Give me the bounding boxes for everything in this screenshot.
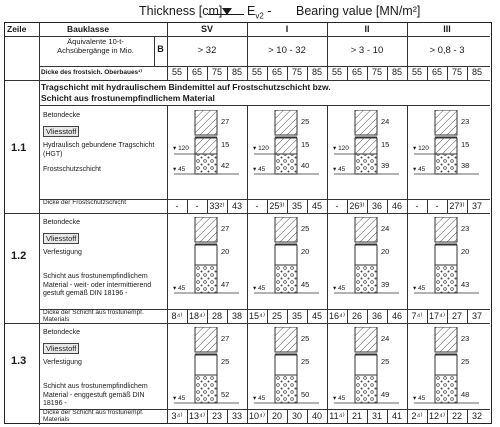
layer-thickness-value: 35 <box>291 201 302 211</box>
value-cell-divider <box>207 199 208 213</box>
value-cell-divider <box>427 409 428 423</box>
axle-value-i: > 10 - 32 <box>268 45 306 56</box>
layer-thickness-value: 31 <box>371 411 382 421</box>
ev2-top-value: ▾ 120 <box>173 145 189 152</box>
bauklasse-iii: III <box>443 24 451 34</box>
thickness-value: 85 <box>311 67 322 77</box>
value-cell-divider <box>287 199 288 213</box>
layer-thickness-bot: 39 <box>381 161 390 170</box>
layer-thickness-mid: 25 <box>221 357 230 366</box>
layer-thickness-value: 25 <box>271 311 282 321</box>
layer-thickness-value: 26³⁾ <box>349 201 365 211</box>
col-divider-3 <box>407 23 408 80</box>
layer-thickness-value: - <box>335 201 339 211</box>
layer-thickness-value: 20 <box>271 411 282 421</box>
thickness-cell-divider <box>347 66 348 80</box>
layer-diagram <box>408 110 486 201</box>
value-cell-divider <box>307 199 308 213</box>
value-cell-divider <box>267 199 268 213</box>
layer-thickness-value: 18⁴⁾ <box>188 311 206 321</box>
layer-thickness-bot: 39 <box>381 280 390 289</box>
thickness-label: Dicke des frostsich. Oberbaues¹⁾ <box>41 69 142 76</box>
col-divider <box>327 106 328 213</box>
layer-thickness-value: 21 <box>351 411 362 421</box>
legend-header <box>0 2 500 22</box>
thickness-cell-divider <box>427 66 428 80</box>
layer-thickness-value: 37 <box>471 311 482 321</box>
thickness-value: 75 <box>291 67 302 77</box>
thickness-cell-divider <box>207 66 208 80</box>
value-cell-divider <box>367 199 368 213</box>
layer-thickness-value: 27³⁾ <box>449 201 465 211</box>
value-cell-divider <box>467 409 468 423</box>
thickness-cell-divider <box>467 66 468 80</box>
layer-thickness-value: 17⁴⁾ <box>428 311 446 321</box>
section-divider <box>39 105 490 106</box>
layer-thickness-mid: 25 <box>461 357 470 366</box>
ev2-bottom-value: ▾ 45 <box>413 395 426 402</box>
value-cell-divider <box>427 309 428 323</box>
layer-thickness-value: 45 <box>311 201 322 211</box>
col-divider <box>167 106 168 213</box>
value-cell-divider <box>347 409 348 423</box>
ev2-bottom-value: ▾ 45 <box>413 166 426 173</box>
ev2-bottom-value: ▾ 45 <box>253 166 266 173</box>
layer-thickness-bot: 49 <box>381 390 390 399</box>
layer-thickness-top: 25 <box>301 334 310 343</box>
layer-thickness-value: 40 <box>311 411 322 421</box>
ev2-bottom-value: ▾ 45 <box>173 395 186 402</box>
layer-thickness-value: 13⁴⁾ <box>188 411 206 421</box>
layer-thickness-bot: 48 <box>461 390 470 399</box>
layer-thickness-top: 27 <box>221 334 230 343</box>
value-cell-divider <box>387 409 388 423</box>
layer-thickness-top: 24 <box>381 224 390 233</box>
layer-thickness-value: 45 <box>311 311 322 321</box>
value-cell-divider <box>347 309 348 323</box>
layer-thickness-value: 3⁴⁾ <box>171 411 183 421</box>
layer-thickness-top: 27 <box>221 224 230 233</box>
col-divider <box>407 106 408 213</box>
layer-diagram <box>248 217 326 311</box>
axle-value-iii: > 0,8 - 3 <box>429 45 465 56</box>
layer-thickness-value: 23 <box>211 411 222 421</box>
axle-label: Äquivalente 10-t-Achsübergänge in Mio. <box>57 37 134 55</box>
section-title-line2: Schicht aus frostunempfindlichem Material <box>41 93 215 103</box>
layer-label: Schicht aus frostunempfindlichem Material - weit- oder intermittierend gestuft gemäß DIN 18196 - <box>43 273 152 297</box>
layer-thickness-value: - <box>435 201 439 211</box>
bottom-label: Dicke der Schicht aus frostunempf. Materials <box>43 409 144 423</box>
layer-thickness-mid: 20 <box>461 247 470 256</box>
value-cell-divider <box>287 409 288 423</box>
layer-thickness-bot: 52 <box>221 390 230 399</box>
layer-label: Frostschutzschicht <box>43 166 101 173</box>
row-number: 1.1 <box>11 141 27 154</box>
layer-thickness-value: 25³⁾ <box>269 201 285 211</box>
layer-diagram <box>408 217 486 311</box>
layer-thickness-value: - <box>255 201 259 211</box>
value-cell-divider <box>187 409 188 423</box>
value-cell-divider <box>347 199 348 213</box>
layer-thickness-value: 12⁴⁾ <box>428 411 446 421</box>
thickness-value: 75 <box>371 67 382 77</box>
col-divider <box>167 323 168 423</box>
value-cell-divider <box>227 199 228 213</box>
row-number: 1.3 <box>11 355 27 367</box>
thickness-cell-divider <box>187 66 188 80</box>
layer-thickness-mid: 20 <box>381 247 390 256</box>
layer-label: Betondecke <box>43 112 80 119</box>
layer-diagram <box>328 110 406 201</box>
layer-thickness-value: - <box>175 201 179 211</box>
col-divider <box>167 213 168 323</box>
layer-thickness-top: 24 <box>381 117 390 126</box>
layer-thickness-bot: 43 <box>461 280 470 289</box>
thickness-cell-divider <box>307 66 308 80</box>
layer-thickness-value: 38 <box>231 311 242 321</box>
layer-diagram <box>248 110 326 201</box>
header-bottom-line <box>5 80 490 81</box>
value-cell-divider <box>267 309 268 323</box>
layer-thickness-top: 23 <box>461 224 470 233</box>
layer-thickness-value: 36 <box>371 201 382 211</box>
layer-thickness-top: 24 <box>381 334 390 343</box>
value-cell-divider <box>447 309 448 323</box>
layer-thickness-value: 11⁴⁾ <box>329 411 345 421</box>
vliesstoff-box: Vliesstoff <box>43 233 79 244</box>
thickness-value: 55 <box>171 67 182 77</box>
layer-thickness-value: 36 <box>371 311 382 321</box>
layer-thickness-bot: 45 <box>301 280 310 289</box>
ev2-top-value: ▾ 120 <box>253 145 269 152</box>
layer-thickness-value: 37 <box>471 201 482 211</box>
thickness-value: 55 <box>411 67 422 77</box>
value-cell-divider <box>387 309 388 323</box>
vliesstoff-box: Vliesstoff <box>43 126 79 137</box>
layer-thickness-value: 33²⁾ <box>209 201 225 211</box>
col-divider <box>247 213 248 323</box>
value-cell-divider <box>367 309 368 323</box>
ev2-symbol: $E_{v2}$ - <box>247 4 272 21</box>
bauklasse-ii: II <box>364 24 370 34</box>
thickness-cell-divider <box>387 66 388 80</box>
layer-thickness-value: 8⁴⁾ <box>171 311 183 321</box>
layer-thickness-value: 41 <box>391 411 402 421</box>
section-title-line1: Tragschicht mit hydraulischem Bindemittel auf Frostschutzschicht bzw. <box>41 82 331 92</box>
layer-thickness-top: 25 <box>301 117 310 126</box>
layer-thickness-value: 27 <box>451 311 462 321</box>
thickness-value: 65 <box>271 67 282 77</box>
value-cell-divider <box>427 199 428 213</box>
value-cell-divider <box>187 309 188 323</box>
ev2-bottom-value: ▾ 45 <box>173 166 186 173</box>
value-cell-divider <box>447 199 448 213</box>
ev2-bottom-value: ▾ 45 <box>333 285 346 292</box>
thickness-value: 85 <box>231 67 242 77</box>
ev2-bottom-value: ▾ 45 <box>333 395 346 402</box>
layer-label: Verfestigung <box>43 359 82 366</box>
ev2-top-value: ▾ 120 <box>413 145 429 152</box>
bauklasse-sv: SV <box>200 24 213 34</box>
layer-diagram <box>168 217 246 311</box>
ev2-bottom-value: ▾ 45 <box>413 285 426 292</box>
layer-thickness-mid: 25 <box>381 357 390 366</box>
layer-thickness-bot: 42 <box>221 161 230 170</box>
layer-thickness-value: 28 <box>211 311 222 321</box>
layer-thickness-bot: 40 <box>301 161 310 170</box>
layer-thickness-value: 35 <box>291 311 302 321</box>
thickness-value: 55 <box>331 67 342 77</box>
zeile-header: Zeile <box>7 24 27 34</box>
thickness-value: 65 <box>431 67 442 77</box>
layer-thickness-mid: 15 <box>381 140 390 149</box>
ev2-marker-icon <box>222 8 232 15</box>
layer-thickness-mid: 15 <box>221 140 230 149</box>
ev2-bottom-value: ▾ 45 <box>333 166 346 173</box>
value-cell-divider <box>287 309 288 323</box>
layer-label: Betondecke <box>43 329 80 336</box>
layer-thickness-value: 7⁴⁾ <box>411 311 423 321</box>
col-divider-b <box>154 36 155 66</box>
col-divider-bauklasse <box>39 23 40 80</box>
layer-thickness-mid: 15 <box>301 140 310 149</box>
ev2-bottom-value: ▾ 45 <box>253 285 266 292</box>
value-cell-divider <box>227 409 228 423</box>
value-cell-divider <box>267 409 268 423</box>
thickness-value: 65 <box>191 67 202 77</box>
layer-thickness-top: 23 <box>461 334 470 343</box>
thickness-value: 85 <box>471 67 482 77</box>
layer-label: Betondecke <box>43 219 80 226</box>
layer-label: Verfestigung <box>43 249 82 256</box>
thickness-cell-divider <box>367 66 368 80</box>
layer-thickness-value: 10⁴⁾ <box>248 411 266 421</box>
value-cell-divider <box>387 199 388 213</box>
value-cell-divider <box>307 409 308 423</box>
layer-thickness-value: 30 <box>291 411 302 421</box>
layer-thickness-value: 43 <box>231 201 242 211</box>
layer-thickness-mid: 15 <box>461 140 470 149</box>
col-divider <box>247 323 248 423</box>
axle-value-sv: > 32 <box>197 45 217 56</box>
thickness-label: Thickness [cm] <box>139 4 223 18</box>
layer-thickness-value: 15⁴⁾ <box>248 311 266 321</box>
value-cell-divider <box>227 309 228 323</box>
bauklasse-i: I <box>285 24 289 34</box>
thickness-value: 75 <box>211 67 222 77</box>
value-cell-divider <box>367 409 368 423</box>
layer-thickness-value: 46 <box>391 201 402 211</box>
layer-thickness-top: 23 <box>461 117 470 126</box>
value-cell-divider <box>207 409 208 423</box>
col-divider <box>407 213 408 323</box>
value-cell-divider <box>207 309 208 323</box>
layer-thickness-bot: 47 <box>221 280 230 289</box>
axle-value-ii: > 3 - 10 <box>350 45 384 56</box>
layer-thickness-value: - <box>415 201 419 211</box>
value-cell-divider <box>187 199 188 213</box>
col-divider <box>327 323 328 423</box>
bauklasse-header: Bauklasse <box>67 24 110 34</box>
layer-thickness-top: 27 <box>221 117 230 126</box>
bottom-label: Dicke der Schicht aus frostunempf. Materials <box>43 309 144 323</box>
layer-label: Schicht aus frostunempfindlichem Material - enggestuft gemäß DIN 18196 - <box>43 383 148 407</box>
layer-thickness-value: 46 <box>391 311 402 321</box>
col-divider-1 <box>247 23 248 80</box>
thickness-value: 85 <box>391 67 402 77</box>
layer-thickness-value: 33 <box>231 411 242 421</box>
layer-thickness-mid: 20 <box>301 247 310 256</box>
thickness-cell-divider <box>447 66 448 80</box>
thickness-cell-divider <box>287 66 288 80</box>
axle-symbol: B <box>157 44 164 54</box>
layer-thickness-value: 2⁴⁾ <box>411 411 423 421</box>
col-divider-zeile <box>39 80 40 425</box>
thickness-value: 65 <box>351 67 362 77</box>
vliesstoff-box: Vliesstoff <box>43 343 79 354</box>
thickness-cell-divider <box>227 66 228 80</box>
layer-thickness-value: 16⁴⁾ <box>328 311 346 321</box>
col-divider-2 <box>327 23 328 80</box>
ev2-bottom-value: ▾ 45 <box>253 395 266 402</box>
layer-thickness-value: - <box>195 201 199 211</box>
layer-thickness-mid: 25 <box>301 357 310 366</box>
ev2-top-value: ▾ 120 <box>333 145 349 152</box>
bearing-value-label: Bearing value [MN/m²] <box>296 4 421 18</box>
layer-thickness-value: 26 <box>351 311 362 321</box>
thickness-value: 75 <box>451 67 462 77</box>
layer-thickness-top: 25 <box>301 224 310 233</box>
value-cell-divider <box>447 409 448 423</box>
thickness-cell-divider <box>267 66 268 80</box>
thickness-value: 55 <box>251 67 262 77</box>
ev2-bottom-value: ▾ 45 <box>173 285 186 292</box>
layer-diagram <box>328 217 406 311</box>
col-divider <box>407 323 408 423</box>
col-divider <box>247 106 248 213</box>
bottom-label: Dicke der Frostschutzschicht <box>43 199 127 206</box>
layer-thickness-value: 32 <box>471 411 482 421</box>
layer-thickness-bot: 50 <box>301 390 310 399</box>
layer-thickness-mid: 20 <box>221 247 230 256</box>
col-divider-0 <box>167 23 168 80</box>
layer-thickness-bot: 38 <box>461 161 470 170</box>
row-number: 1.2 <box>11 250 27 262</box>
layer-thickness-value: 22 <box>451 411 462 421</box>
layer-diagram <box>168 110 246 201</box>
pavement-table <box>4 22 492 424</box>
value-cell-divider <box>467 199 468 213</box>
value-cell-divider <box>467 309 468 323</box>
value-cell-divider <box>307 309 308 323</box>
col-divider <box>327 213 328 323</box>
layer-label: Hydraulisch gebundene Tragschicht (HGT) <box>43 142 155 158</box>
